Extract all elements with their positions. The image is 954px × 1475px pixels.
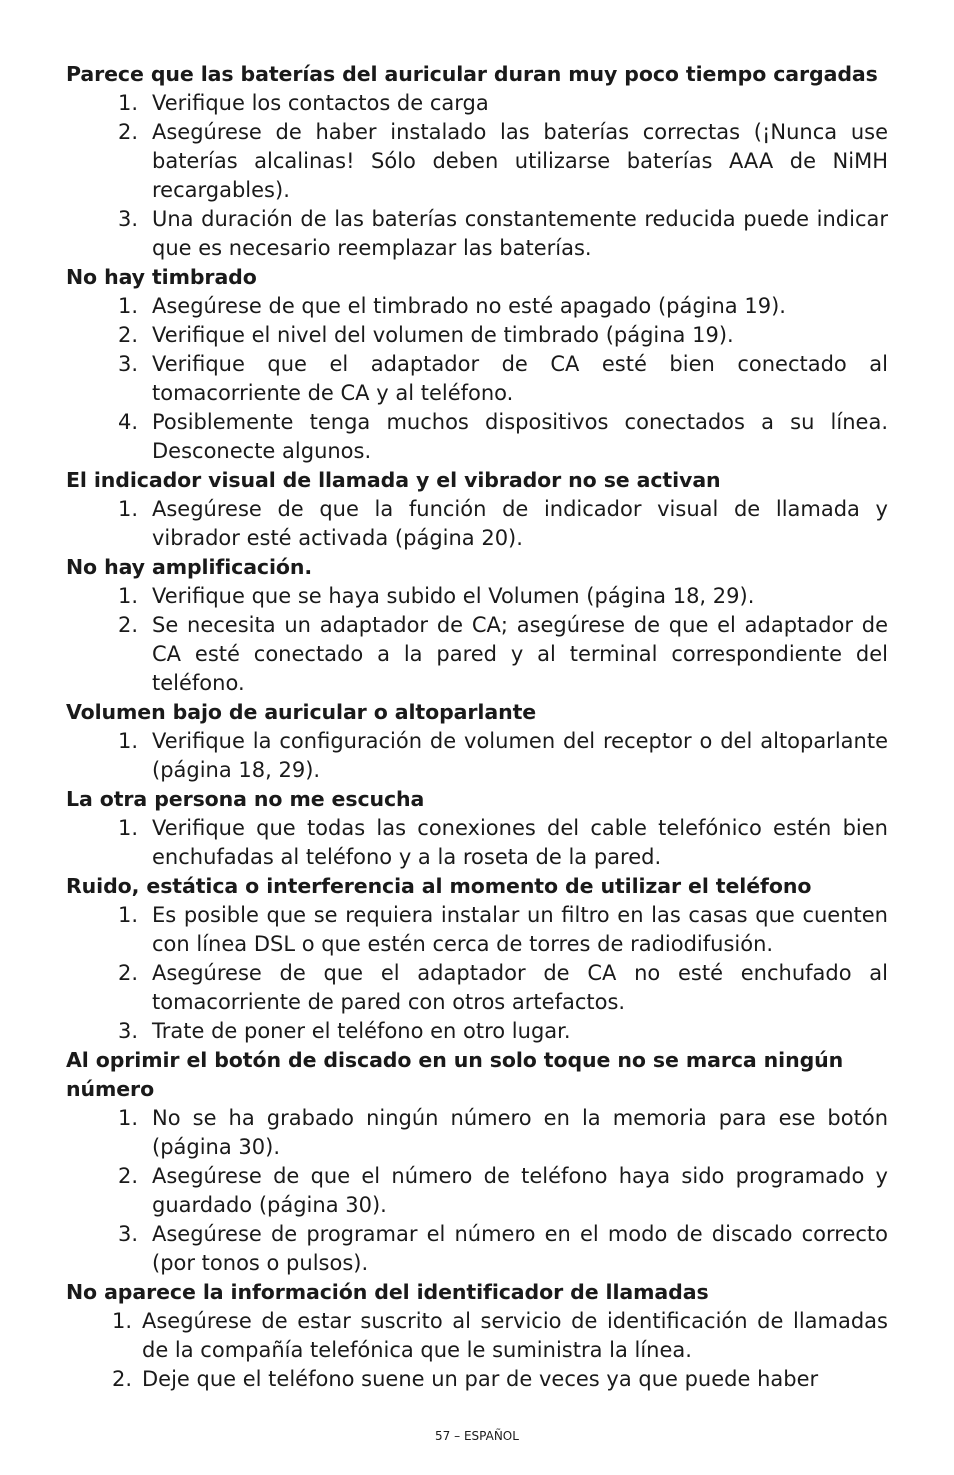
list-item xyxy=(66,1017,888,1046)
list-item xyxy=(66,321,888,350)
list-item xyxy=(66,814,888,872)
section-heading: La otra persona no me escucha xyxy=(66,787,425,811)
section-heading: Ruido, estática o interferencia al momento de utilizar el teléfono xyxy=(66,874,812,898)
item-text: Verifique que todas las conexiones del cable telefónico estén bien enchufadas al teléfono y a la roseta de la pared. xyxy=(152,816,888,869)
item-text: Asegúrese de estar suscrito al servicio de identificación de llamadas de la compañía telefónica que le suministra la línea. xyxy=(142,1309,888,1362)
item-number: 2. xyxy=(117,323,138,347)
item-text: Asegúrese de programar el número en el modo de discado correcto (por tonos o pulsos). xyxy=(152,1222,888,1275)
item-number: 2. xyxy=(117,1164,138,1188)
item-number: 1. xyxy=(117,1106,138,1130)
troubleshooting-section xyxy=(66,872,888,1046)
item-list xyxy=(66,89,888,263)
list-item xyxy=(66,1162,888,1220)
item-text: Trate de poner el teléfono en otro lugar. xyxy=(152,1019,571,1043)
item-list xyxy=(66,292,888,466)
document-body xyxy=(66,60,888,1394)
item-number: 1. xyxy=(117,903,138,927)
item-number: 3. xyxy=(117,207,138,231)
troubleshooting-section xyxy=(66,553,888,698)
item-number: 4. xyxy=(117,410,138,434)
section-heading: No aparece la información del identificador de llamadas xyxy=(66,1280,709,1304)
item-text: Deje que el teléfono suene un par de veces ya que puede haber xyxy=(142,1367,819,1391)
item-text: Asegúrese de haber instalado las baterías correctas (¡Nunca use baterías alcalinas! Sólo deben utilizarse baterías AAA de NiMH recargables). xyxy=(152,120,888,202)
item-number: 1. xyxy=(117,91,138,115)
item-number: 1. xyxy=(117,497,138,521)
troubleshooting-section xyxy=(66,60,888,263)
section-heading: No hay timbrado xyxy=(66,265,257,289)
item-number: 1. xyxy=(117,816,138,840)
section-heading: Volumen bajo de auricular o altoparlante xyxy=(66,700,537,724)
item-number: 1. xyxy=(111,1309,132,1333)
section-heading: Al oprimir el botón de discado en un solo toque no se marca ningún número xyxy=(66,1048,844,1101)
list-item xyxy=(66,292,888,321)
item-text: No se ha grabado ningún número en la memoria para ese botón (página 30). xyxy=(152,1106,888,1159)
item-list xyxy=(66,1104,888,1278)
item-text: Se necesita un adaptador de CA; asegúrese de que el adaptador de CA esté conectado a la pared y al terminal correspondiente del teléfono. xyxy=(152,613,888,695)
item-number: 2. xyxy=(117,961,138,985)
item-text: Asegúrese de que la función de indicador visual de llamada y vibrador esté activada (página 20). xyxy=(152,497,888,550)
item-text: Asegúrese de que el timbrado no esté apagado (página 19). xyxy=(152,294,786,318)
troubleshooting-section xyxy=(66,263,888,466)
list-item xyxy=(66,901,888,959)
item-list xyxy=(66,814,888,872)
list-item xyxy=(66,1307,888,1365)
list-item xyxy=(66,495,888,553)
troubleshooting-section xyxy=(66,1278,888,1394)
page-footer: 57 – ESPAÑOL xyxy=(435,1429,519,1443)
item-text: Verifique que se haya subido el Volumen (página 18, 29). xyxy=(152,584,755,608)
section-heading: El indicador visual de llamada y el vibrador no se activan xyxy=(66,468,721,492)
item-text: Verifique los contactos de carga xyxy=(152,91,489,115)
list-item xyxy=(66,959,888,1017)
item-number: 2. xyxy=(117,613,138,637)
troubleshooting-section xyxy=(66,698,888,785)
item-number: 2. xyxy=(111,1367,132,1391)
item-number: 3. xyxy=(117,1222,138,1246)
item-list xyxy=(66,495,888,553)
item-text: Asegúrese de que el número de teléfono haya sido programado y guardado (página 30). xyxy=(152,1164,888,1217)
list-item xyxy=(66,118,888,205)
troubleshooting-section xyxy=(66,785,888,872)
list-item xyxy=(66,89,888,118)
list-item xyxy=(66,408,888,466)
item-text: Verifique que el adaptador de CA esté bien conectado al tomacorriente de CA y al teléfono. xyxy=(152,352,888,405)
item-list xyxy=(66,901,888,1046)
section-heading: No hay amplificación. xyxy=(66,555,313,579)
item-list xyxy=(66,727,888,785)
list-item xyxy=(66,1104,888,1162)
item-number: 1. xyxy=(117,729,138,753)
item-number: 1. xyxy=(117,584,138,608)
list-item xyxy=(66,1365,888,1394)
item-number: 2. xyxy=(117,120,138,144)
item-text: Verifique la configuración de volumen del receptor o del altoparlante (página 18, 29). xyxy=(152,729,888,782)
list-item xyxy=(66,727,888,785)
list-item xyxy=(66,205,888,263)
item-number: 1. xyxy=(117,294,138,318)
item-number: 3. xyxy=(117,352,138,376)
item-list xyxy=(66,582,888,698)
list-item xyxy=(66,582,888,611)
item-text: Asegúrese de que el adaptador de CA no esté enchufado al tomacorriente de pared con otros artefactos. xyxy=(152,961,888,1014)
list-item xyxy=(66,611,888,698)
troubleshooting-section xyxy=(66,466,888,553)
item-text: Una duración de las baterías constantemente reducida puede indicar que es necesario reemplazar las baterías. xyxy=(152,207,888,260)
item-text: Posiblemente tenga muchos dispositivos conectados a su línea. Desconecte algunos. xyxy=(152,410,888,463)
section-heading: Parece que las baterías del auricular duran muy poco tiempo cargadas xyxy=(66,62,878,86)
list-item xyxy=(66,350,888,408)
item-text: Es posible que se requiera instalar un filtro en las casas que cuenten con línea DSL o que estén cerca de torres de radiodifusión. xyxy=(152,903,888,956)
troubleshooting-section xyxy=(66,1046,888,1278)
item-number: 3. xyxy=(117,1019,138,1043)
item-text: Verifique el nivel del volumen de timbrado (página 19). xyxy=(152,323,734,347)
list-item xyxy=(66,1220,888,1278)
item-list xyxy=(66,1307,888,1394)
